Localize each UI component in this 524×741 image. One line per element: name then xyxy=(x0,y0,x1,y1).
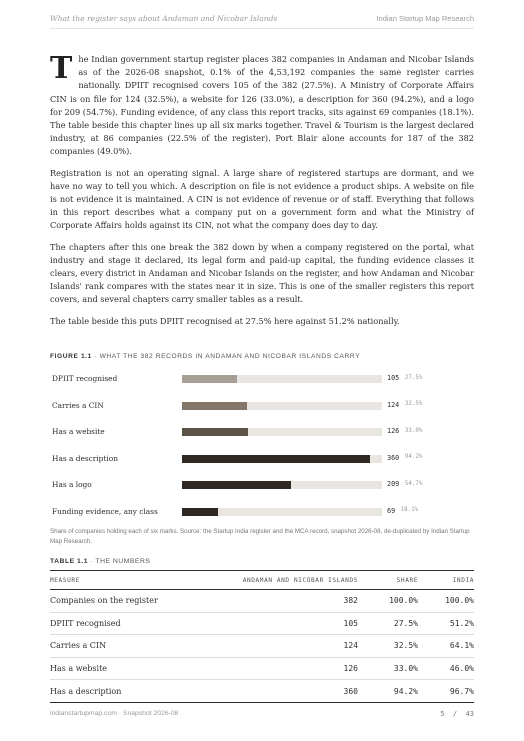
running-header-title: What the register says about Andaman and Nicobar Islands xyxy=(50,14,278,23)
column-header-region: ANDAMAN AND NICOBAR ISLANDS xyxy=(200,571,358,590)
table-row xyxy=(50,635,474,658)
column-header-measure: MEASURE xyxy=(50,571,200,590)
chapter-body xyxy=(50,53,474,336)
paragraph-chapters: The chapters after this one break the 382 down by when a company registered on the portal, what industry and stage it declared, its legal form and paid-up capital, the funding evidence classes it clears, every district in Andaman and Nicobar Islands on the register, and how Andaman and Nicobar Islands' rank compares with the states near it in size. This is one of the smaller registers this report covers, and several chapters carry smaller tables as a result. xyxy=(50,241,474,305)
bar-category-label: Has a website xyxy=(52,427,105,436)
table-row xyxy=(50,680,474,703)
cell-region-value: 126 xyxy=(200,657,358,680)
figure-number: FIGURE 1.1 xyxy=(50,353,92,360)
cell-share: 27.5% xyxy=(358,612,418,635)
cell-region-value: 360 xyxy=(200,680,358,703)
running-header-publisher: Indian Startup Map Research xyxy=(376,14,474,23)
cell-region-value: 382 xyxy=(200,590,358,613)
bar-fill xyxy=(182,402,247,410)
bar-category-label: Has a description xyxy=(52,453,118,463)
drop-cap: T xyxy=(50,51,73,86)
bar-track xyxy=(182,375,382,383)
cell-india: 46.0% xyxy=(418,657,474,680)
bar-fill xyxy=(182,428,248,436)
table-header-row xyxy=(50,571,474,590)
cell-region-value: 105 xyxy=(200,612,358,635)
bar-category-label: DPIIT recognised xyxy=(52,374,118,383)
bar-fill xyxy=(182,375,237,383)
table-number: TABLE 1.1 xyxy=(50,558,88,565)
figure-caption xyxy=(50,353,360,360)
table-row xyxy=(50,657,474,680)
cell-india: 51.2% xyxy=(418,612,474,635)
bar-category-label: Carries a CIN xyxy=(52,400,104,410)
cell-share: 100.0% xyxy=(358,590,418,613)
bar-percent-label: 18.1% xyxy=(400,507,419,514)
bar-value-label: 124 xyxy=(387,400,400,409)
bar-value-label: 360 xyxy=(387,453,400,462)
bar-percent-label: 54.7% xyxy=(404,480,423,487)
bar-percent-label: 33.0% xyxy=(404,427,423,434)
cell-share: 94.2% xyxy=(358,680,418,703)
cell-india: 100.0% xyxy=(418,590,474,613)
paragraph-intro-text: he Indian government startup register places 382 companies in Andaman and Nicobar Islands as of the 2026-08 snapshot, 0.1% of the 4,53,192 companies the same register carries nationally. DPIIT recognised covers 105 of the 382 (27.5%). A Ministry of Corporate Affairs CIN is on file for 124 (32.5%), a website for 126 (33.0%), a description for 360 (94.2%), and a logo for 209 (54.7%). Funding evidence, of any class this report tracks, sits against 69 companies (18.1%). The table beside this chapter lines up all six marks together. Travel & Tourism is the largest declared industry, at 86 companies (22.5% of the register). Port Blair alone accounts for 187 of the 382 companies (49.0%). xyxy=(50,54,474,157)
cell-measure: DPIIT recognised xyxy=(50,612,200,635)
page-number xyxy=(440,710,474,718)
paragraph-dpiit: The table beside this puts DPIIT recognised at 27.5% here against 51.2% nationally. xyxy=(50,315,400,326)
bar-row xyxy=(50,478,474,492)
page-total: 43 xyxy=(465,710,474,718)
cell-india: 96.7% xyxy=(418,680,474,703)
page-footer xyxy=(50,710,474,718)
header-rule xyxy=(50,28,474,29)
cell-india: 64.1% xyxy=(418,635,474,658)
paragraph-intro xyxy=(50,53,474,159)
bar-category-label: Has a logo xyxy=(52,480,92,489)
bar-row xyxy=(50,425,474,439)
bar-percent-label: 32.5% xyxy=(404,401,423,408)
cell-measure: Companies on the register xyxy=(50,590,200,613)
bar-value-label: 69 xyxy=(387,506,396,515)
bar-fill xyxy=(182,455,370,463)
bar-row xyxy=(50,452,474,466)
bar-value-label: 209 xyxy=(387,480,400,488)
bar-track xyxy=(182,481,382,489)
cell-measure: Has a website xyxy=(50,657,200,680)
bar-fill xyxy=(182,508,218,516)
bar-percent-label: 94.2% xyxy=(404,454,423,461)
bar-category-label: Funding evidence, any class xyxy=(52,506,158,516)
bar-track xyxy=(182,428,382,436)
footer-site: indianstartupmap.com · Snapshot 2026-08 xyxy=(50,710,179,717)
cell-region-value: 124 xyxy=(200,635,358,658)
bar-track xyxy=(182,508,382,516)
cell-measure: Has a description xyxy=(50,680,200,703)
bar-row xyxy=(50,372,474,386)
bar-track xyxy=(182,455,382,463)
numbers-table xyxy=(50,570,474,703)
bar-value-label: 105 xyxy=(387,374,400,382)
table-title: · THE NUMBERS xyxy=(88,558,151,565)
cell-measure: Carries a CIN xyxy=(50,635,200,658)
page-current: 5 xyxy=(440,710,445,718)
table-caption xyxy=(50,558,150,565)
bar-row xyxy=(50,399,474,413)
figure-title: · WHAT THE 382 RECORDS IN ANDAMAN AND NICOBAR ISLANDS CARRY xyxy=(91,353,361,360)
bar-percent-label: 27.5% xyxy=(404,374,423,381)
bar-track xyxy=(182,402,382,410)
page-separator: / xyxy=(452,710,458,718)
table-row xyxy=(50,590,474,613)
bar-value-label: 126 xyxy=(387,427,400,435)
bar-fill xyxy=(182,481,291,489)
figure-source-note: Share of companies holding each of six marks. Source: the Startup India register and the MCA record, snapshot 2026-08, de-duplicated by Indian Startup Map Research. xyxy=(50,528,470,545)
cell-share: 32.5% xyxy=(358,635,418,658)
bar-row xyxy=(50,505,474,519)
running-header xyxy=(50,14,474,23)
column-header-share: SHARE xyxy=(358,571,418,590)
bar-chart xyxy=(50,372,474,522)
table-row xyxy=(50,612,474,635)
paragraph-registration: Registration is not an operating signal. A large share of registered startups are dormant, and we have no way to tell you which. A description on file is not evidence a product ships. A website on file is not evidence it is maintained. A CIN is not evidence of revenue or of staff. Everything that follows in this report describes what a company put on a government form and what the Ministry of Corporate Affairs holds against its CIN, not what the company does day to day. xyxy=(50,167,474,231)
column-header-india: INDIA xyxy=(418,571,474,590)
cell-share: 33.0% xyxy=(358,657,418,680)
